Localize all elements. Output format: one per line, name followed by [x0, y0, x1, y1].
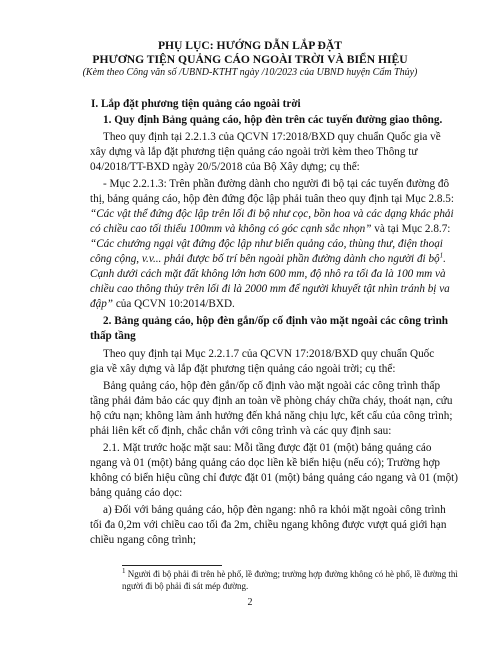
paragraph-line: Bảng quảng cáo, hộp đèn gắn/ốp cố định vào mặt ngoài các công trình thấp	[103, 380, 441, 392]
section-heading: I. Lắp đặt phương tiện quảng cáo ngoài trời	[91, 98, 301, 110]
quote-line	[90, 252, 446, 266]
quote-line: Cạnh dưới cách mặt đất không lớn hơn 600 mm, độ nhô ra tối đa là 100 mm và	[90, 268, 446, 280]
quote-line: chiều cao thông thủy trên lối đi là 2000 mm để người khuyết tật nhìn tránh bị va	[90, 283, 450, 295]
paragraph-line: phải liên kết cố định, chắc chắn với công trình và các quy định sau:	[90, 425, 392, 437]
quote-line: “Các vật thể đứng độc lập trên lối đi bộ như cọc, bồn hoa và các dạng khác phải	[90, 208, 454, 220]
paragraph-line: chiều ngang công trình;	[90, 534, 196, 546]
paragraph-line: ngang và 01 (một) bảng quảng cáo dọc liền kề biển hiệu (nếu có); Trường hợp	[90, 457, 441, 469]
paragraph-line: 2.1. Mặt trước hoặc mặt sau: Mỗi tầng được đặt 01 (một) bảng quảng cáo	[103, 442, 432, 454]
appendix-title-line2: PHƯƠNG TIỆN QUẢNG CÁO NGOÀI TRỜI VÀ BIỂN HIỆU	[92, 53, 408, 66]
appendix-title: PHỤ LỤC: HƯỚNG DẪN LẮP ĐẶT	[157, 39, 343, 52]
paragraph-line: Theo quy định tại 2.2.1.3 của QCVN 17:2018/BXD quy chuẩn Quốc gia về	[103, 131, 441, 143]
paragraph-line: thị, bảng quảng cáo, hộp đèn đứng độc lập phải tuân theo quy định tại Mục 2.8.5:	[90, 193, 454, 205]
paragraph-line: bảng quảng cáo dọc:	[90, 487, 183, 499]
appendix-subtitle: (Kèm theo Công văn số /UBND-KTHT ngày /10/2023 của UBND huyện Cẩm Thủy)	[82, 67, 418, 78]
quote-text: .	[443, 253, 446, 265]
paragraph-line: hộ cứu nạn; không làm ảnh hưởng đến khả năng chịu lực, kết cấu của công trình;	[90, 410, 453, 422]
footnote-ref: 1	[439, 251, 444, 260]
quote-text: đập”	[90, 298, 114, 310]
quote-line: “Các chướng ngại vật đứng độc lập như biển quảng cáo, thùng thư, điện thoại	[90, 238, 443, 250]
footnote-mark: 1	[122, 567, 126, 575]
paragraph-line: không có biển hiệu cũng chỉ được đặt 01 (một) bảng quảng cáo ngang và 01 (một)	[90, 472, 459, 484]
paragraph-line: 04/2018/TT-BXD ngày 20/5/2018 của Bộ Xây dựng; cụ thể:	[90, 161, 360, 173]
quote-line	[90, 222, 450, 236]
quote-text: có chiều cao tối thiểu 100mm và không có góc cạnh sắc nhọn”	[90, 223, 372, 235]
paragraph-line: - Mục 2.2.1.3: Trên phần đường dành cho người đi bộ tại các tuyến đường đô	[103, 178, 450, 190]
footnote-divider	[122, 565, 222, 566]
footnote-line: người đi bộ phải đi sát mép đường.	[122, 581, 249, 591]
paragraph-line: tối đa 0,2m với chiều cao tối đa 2m, chiều ngang không được vượt quá giới hạn	[90, 519, 447, 531]
paragraph-line: xây dựng và lắp đặt phương tiện quảng cáo ngoài trời kèm theo Thông tư	[90, 146, 418, 158]
page-number: 2	[247, 597, 253, 608]
footnote-text: Người đi bộ phải đi trên hè phố, lề đường; trường hợp đường không có hè phố, lề đường thì	[125, 569, 458, 579]
item2-heading-line2: thấp tầng	[90, 330, 136, 342]
paragraph-line: tầng phải đảm bảo các quy định an toàn về phòng cháy chữa cháy, thoát nạn, cứu	[90, 395, 453, 407]
paragraph-line: a) Đối với bảng quảng cáo, hộp đèn ngang: nhô ra khỏi mặt ngoài công trình	[103, 504, 446, 516]
item1-heading: 1. Quy định Bảng quảng cáo, hộp đèn trên các tuyến đường giao thông.	[103, 114, 443, 126]
quote-line	[90, 297, 235, 311]
plain-text: của QCVN 10:2014/BXD.	[113, 298, 235, 310]
quote-text: công cộng, v.v... phải được bố trí bên ngoài phần đường dành cho người đi bộ	[90, 253, 440, 265]
paragraph-line: Theo quy định tại Mục 2.2.1.7 của QCVN 17:2018/BXD quy chuẩn Quốc	[103, 348, 435, 360]
item2-heading: 2. Bảng quảng cáo, hộp đèn gắn/ốp cố định vào mặt ngoài các công trình	[103, 315, 449, 327]
footnote-line	[122, 569, 458, 580]
paragraph-line: gia về xây dựng và lắp đặt phương tiện quảng cáo ngoài trời; cụ thể:	[90, 363, 396, 375]
plain-text: và tại Mục 2.8.7:	[371, 223, 451, 235]
